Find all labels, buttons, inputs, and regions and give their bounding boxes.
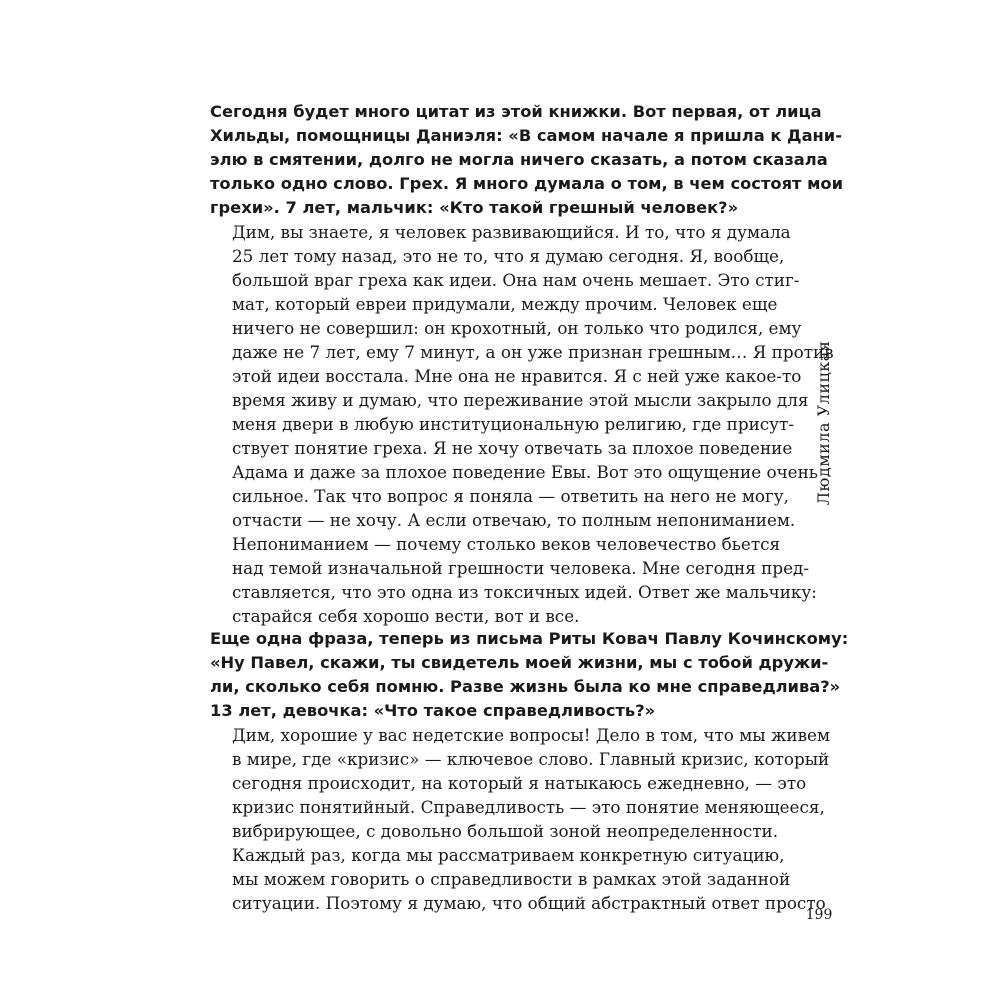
question-line: грехи». 7 лет, мальчик: «Кто такой грешный человек?» [210, 198, 739, 217]
answer-line: Дим, вы знаете, я человек развивающийся. И то, что я думала [232, 222, 791, 242]
answer-line: над темой изначальной грешности человека. Мне сегодня пред- [232, 558, 810, 578]
answer-line: время живу и думаю, что переживание этой мысли закрыло для [232, 390, 809, 410]
answer-line: мы можем говорить о справедливости в рамках этой заданной [232, 869, 791, 889]
answer-line: сегодня происходит, на который я натыкаюсь ежедневно, — это [232, 773, 807, 793]
running-head: Людмила Улицкая [814, 340, 833, 506]
answer-line: Каждый раз, когда мы рассматриваем конкретную ситуацию, [232, 845, 785, 865]
answer-line: вибрирующее, с довольно большой зоной неопределенности. [232, 821, 779, 841]
question-line: «Ну Павел, скажи, ты свидетель моей жизни, мы с тобой дружи- [210, 653, 829, 672]
answer-line: ставляется, что это одна из токсичных идей. Ответ же мальчику: [232, 582, 817, 602]
question-line: Еще одна фраза, теперь из письма Риты Ковач Павлу Кочинскому: [210, 629, 849, 648]
question-line: только одно слово. Грех. Я много думала о том, в чем состоят мои [210, 174, 844, 193]
question-line: Сегодня будет много цитат из этой книжки. Вот первая, от лица [210, 102, 822, 121]
answer-line: этой идеи восстала. Мне она не нравится. Я с ней уже какое-то [232, 366, 802, 386]
question-line: ли, сколько себя помню. Разве жизнь была ко мне справедлива?» [210, 677, 841, 696]
answer-line: даже не 7 лет, ему 7 минут, а он уже признан грешным… Я против [232, 342, 834, 362]
answer-line: 25 лет тому назад, это не то, что я думаю сегодня. Я, вообще, [232, 246, 785, 266]
answer-line: Адама и даже за плохое поведение Евы. Вот это ощущение очень [232, 462, 818, 482]
answer-line: ситуации. Поэтому я думаю, что общий абстрактный ответ просто [232, 893, 826, 913]
question-line: 13 лет, девочка: «Что такое справедливость?» [210, 701, 656, 720]
answer-line: мат, который евреи придумали, между прочим. Человек еще [232, 294, 778, 314]
answer-line: в мире, где «кризис» — ключевое слово. Главный кризис, который [232, 749, 830, 769]
page-number: 199 [805, 907, 833, 923]
answer-line: ничего не совершил: он крохотный, он только что родился, ему [232, 318, 802, 338]
answer-line: сильное. Так что вопрос я поняла — ответить на него не могу, [232, 486, 789, 506]
answer-line: ствует понятие греха. Я не хочу отвечать за плохое поведение [232, 438, 793, 458]
answer-line: отчасти — не хочу. А если отвечаю, то полным непониманием. [232, 510, 796, 530]
answer-line: старайся себя хорошо вести, вот и все. [232, 606, 580, 626]
question-line: элю в смятении, долго не могла ничего сказать, а потом сказала [210, 150, 828, 169]
answer-line: кризис понятийный. Справедливость — это понятие меняющееся, [232, 797, 825, 817]
answer-line: Дим, хорошие у вас недетские вопросы! Дело в том, что мы живем [232, 725, 830, 745]
answer-line: Непониманием — почему столько веков человечество бьется [232, 534, 781, 554]
answer-line: меня двери в любую институциональную религию, где присут- [232, 414, 794, 434]
answer-line: большой враг греха как идеи. Она нам очень мешает. Это стиг- [232, 270, 800, 290]
question-line: Хильды, помощницы Даниэля: «В самом начале я пришла к Дани- [210, 126, 842, 145]
